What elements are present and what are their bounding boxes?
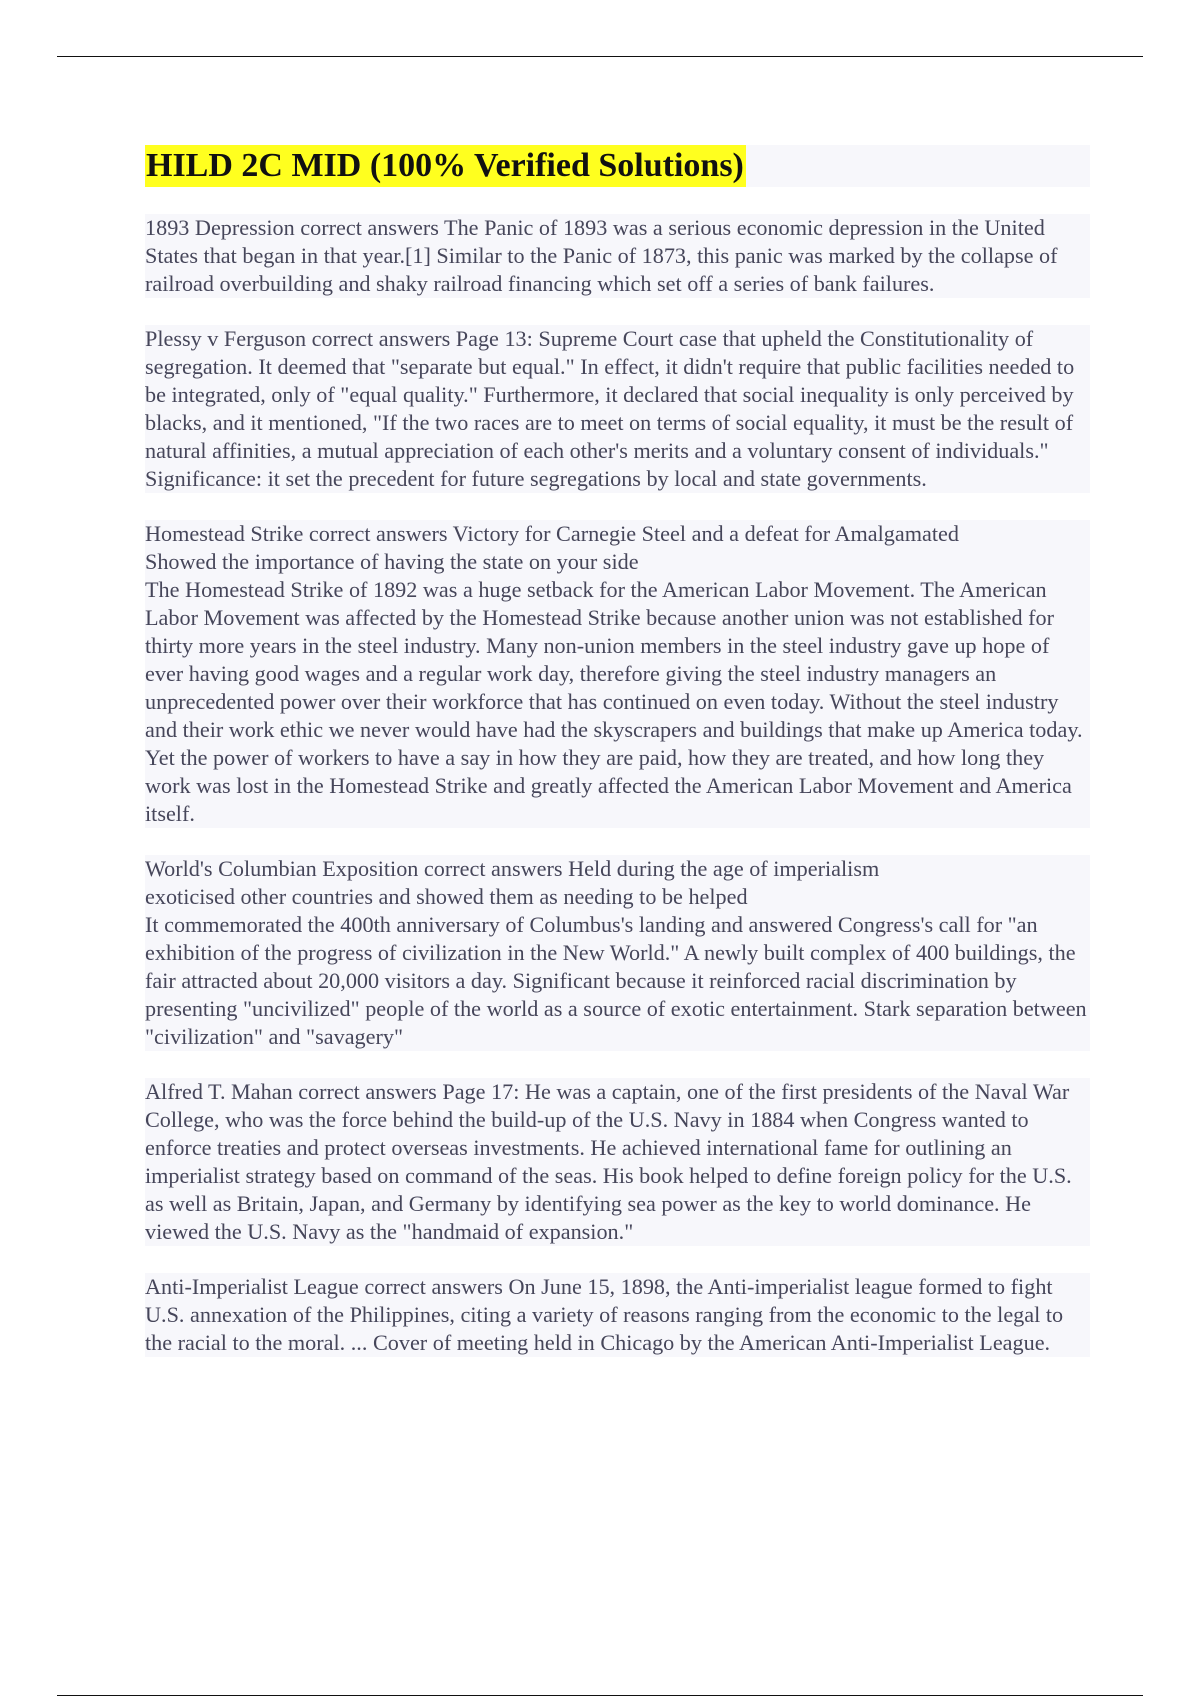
entry-paragraph: Homestead Strike correct answers Victory for Carnegie Steel and a defeat for Amalgamated	[145, 521, 959, 546]
entry-paragraph: exoticised other countries and showed them as needing to be helped	[145, 884, 748, 909]
entry-1893-depression	[145, 214, 1090, 298]
entry-paragraph: Anti-Imperialist League correct answers On June 15, 1898, the Anti-imperialist league formed to fight U.S. annexation of the Philippines, citing a variety of reasons ranging from the economic to the legal to the racial to the moral. ... Cover of meeting held in Chicago by the American Anti-Imperialist League.	[145, 1274, 1064, 1355]
entry-paragraph: Alfred T. Mahan correct answers Page 17: He was a captain, one of the first presidents of the Naval War College, who was the force behind the build-up of the U.S. Navy in 1884 when Congress wanted to enforce treaties and protect overseas investments. He achieved international fame for outlining an imperialist strategy based on command of the seas. His book helped to define foreign policy for the U.S. as well as Britain, Japan, and Germany by identifying sea power as the key to world dominance. He viewed the U.S. Navy as the "handmaid of expansion."	[145, 1079, 1072, 1244]
document-title: HILD 2C MID (100% Verified Solutions)	[145, 145, 746, 187]
entry-plessy-v-ferguson	[145, 325, 1090, 493]
entry-homestead-strike	[145, 520, 1090, 828]
entry-paragraph: Showed the importance of having the state on your side	[145, 549, 639, 574]
entry-paragraph: The Homestead Strike of 1892 was a huge setback for the American Labor Movement. The American Labor Movement was affected by the Homestead Strike because another union was not established for thirty more years in the steel industry. Many non-union members in the steel industry gave up hope of ever having good wages and a regular work day, therefore giving the steel industry managers an unprecedented power over their workforce that has continued on even today. Without the steel industry and their work ethic we never would have had the skyscrapers and buildings that make up America today. Yet the power of workers to have a say in how they are paid, how they are treated, and how long they work was lost in the Homestead Strike and greatly affected the American Labor Movement and America itself.	[145, 577, 1083, 826]
entry-paragraph: It commemorated the 400th anniversary of Columbus's landing and answered Congress's call for "an exhibition of the progress of civilization in the New World." A newly built complex of 400 buildings, the fair attracted about 20,000 visitors a day. Significant because it reinforced racial discrimination by presenting "uncivilized" people of the world as a source of exotic entertainment. Stark separation between "civilization" and "savagery"	[145, 912, 1087, 1049]
entry-paragraph: World's Columbian Exposition correct answers Held during the age of imperialism	[145, 856, 880, 881]
entry-anti-imperialist-league	[145, 1273, 1090, 1357]
page-top-rule	[57, 56, 1143, 57]
entry-alfred-t-mahan	[145, 1078, 1090, 1246]
document-body	[145, 214, 1090, 1384]
entry-worlds-columbian-exposition	[145, 855, 1090, 1051]
entry-paragraph: Plessy v Ferguson correct answers Page 13: Supreme Court case that upheld the Constitutionality of segregation. It deemed that "separate but equal." In effect, it didn't require that public facilities needed to be integrated, only of "equal quality." Furthermore, it declared that social inequality is only perceived by blacks, and it mentioned, "If the two races are to meet on terms of social equality, it must be the result of natural affinities, a mutual appreciation of each other's merits and a voluntary consent of individuals." Significance: it set the precedent for future segregations by local and state governments.	[145, 326, 1075, 491]
entry-paragraph: 1893 Depression correct answers The Panic of 1893 was a serious economic depression in the United States that began in that year.[1] Similar to the Panic of 1873, this panic was marked by the collapse of railroad overbuilding and shaky railroad financing which set off a series of bank failures.	[145, 215, 1058, 296]
page-bottom-rule	[57, 1695, 1143, 1696]
